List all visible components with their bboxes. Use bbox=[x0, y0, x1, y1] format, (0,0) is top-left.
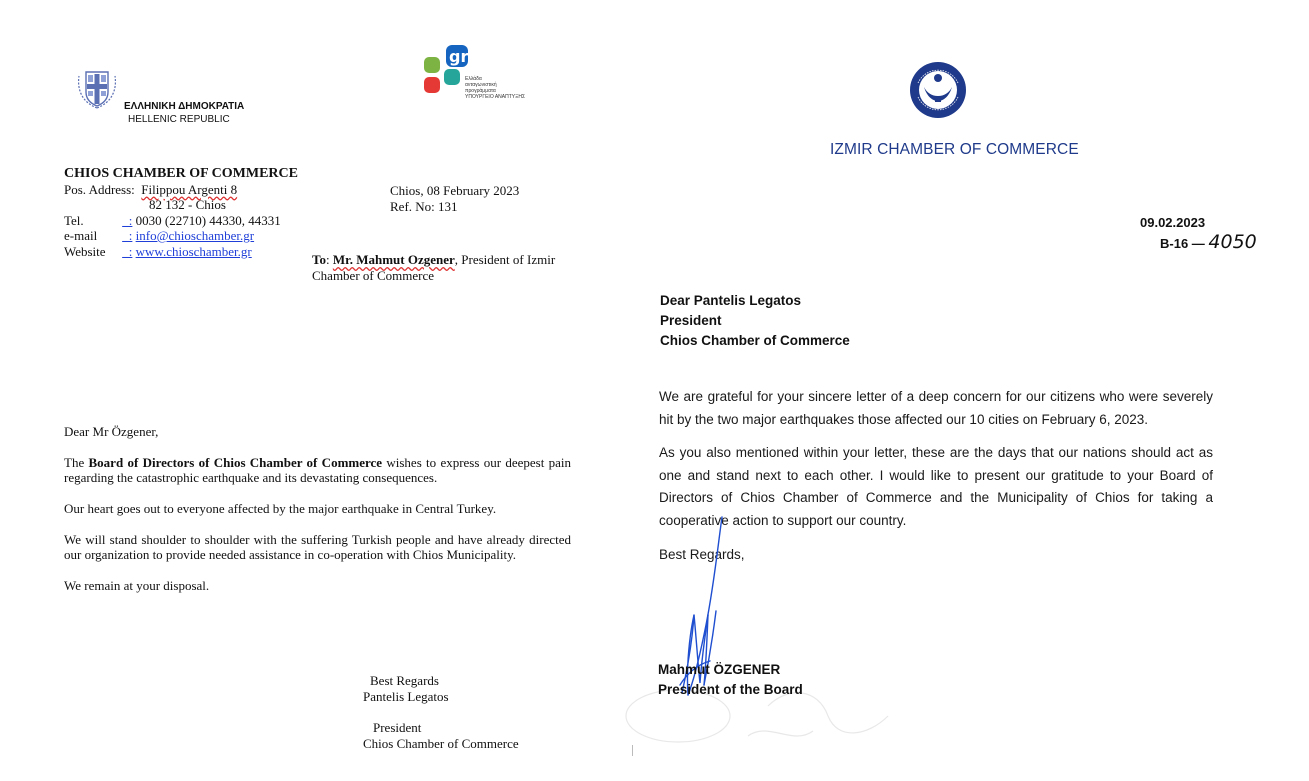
chios-letterhead bbox=[64, 166, 298, 259]
chios-signer-title: President bbox=[373, 720, 422, 735]
izmir-ref-number bbox=[1160, 231, 1257, 253]
website-row bbox=[64, 244, 298, 260]
email-row bbox=[64, 228, 298, 244]
postal-address-label: Pos. Address: bbox=[64, 181, 135, 197]
izmir-addressee bbox=[660, 291, 850, 351]
p1-board-name: Board of Directors of Chios Chamber of Commerce bbox=[88, 455, 383, 470]
izmir-ref-handwritten: 4050 bbox=[1208, 231, 1257, 253]
postal-address-row bbox=[64, 182, 298, 198]
recipient-label: To bbox=[312, 252, 326, 267]
greek-emblem-icon bbox=[74, 62, 120, 110]
addressee-line3: Chios Chamber of Commerce bbox=[660, 333, 850, 348]
website-separator: _: bbox=[122, 243, 133, 259]
chios-closing: Best Regards bbox=[370, 673, 439, 688]
gr-logo-line3: προγράμματα bbox=[465, 88, 496, 94]
chios-chamber-title: CHIOS CHAMBER OF COMMERCE bbox=[64, 166, 298, 181]
telephone-row bbox=[64, 213, 298, 229]
gr-logo-caption bbox=[465, 76, 525, 100]
email-link[interactable]: info@chioschamber.gr bbox=[135, 228, 255, 243]
chios-letter-body bbox=[64, 424, 571, 609]
chios-signer-name: Pantelis Legatos bbox=[363, 689, 449, 704]
gr-logo-line4: ΥΠΟΥΡΓΕΙΟ ΑΝΑΠΤΥΞΗΣ bbox=[465, 94, 526, 100]
chios-paragraph-3: We will stand shoulder to shoulder with the suffering Turkish people and have already directed our organization to provide needed assistance in co-operation with Chios Municipality. bbox=[64, 532, 571, 562]
p1-end: wishes to express our deepest pain regarding the catastrophic earthquake and its devastating consequences. bbox=[64, 455, 571, 485]
p1-start: The bbox=[64, 455, 89, 470]
telephone-value: 0030 (22710) 44330, 44331 bbox=[135, 212, 281, 228]
chios-paragraph-4: We remain at your disposal. bbox=[64, 578, 210, 593]
izmir-paragraph-1: We are grateful for your sincere letter of a deep concern for our citizens who were severely hit by the two major earthquakes those affected our 10 cities on February 6, 2023. bbox=[659, 389, 1213, 427]
gr-logo-line2: ανταγωνιστική bbox=[465, 82, 497, 88]
izmir-signoff bbox=[658, 660, 803, 700]
chios-signer-org: Chios Chamber of Commerce bbox=[363, 736, 519, 751]
izmir-paragraph-2: As you also mentioned within your letter, these are the days that our nations should act as one and stand next to each other. I would like to present our gratitude to your Board of Directors of Chios Chamber of Commerce and the Municipality of Chios for taking a cooperative action to support our country. bbox=[659, 445, 1213, 528]
addressee-line1: Dear Pantelis Legatos bbox=[660, 293, 802, 308]
chios-date-block bbox=[390, 183, 519, 214]
izmir-signer-name: Mahmut ÖZGENER bbox=[658, 662, 781, 677]
chios-ref-number: Ref. No: 131 bbox=[390, 198, 458, 214]
chios-signoff bbox=[363, 673, 519, 752]
izmir-closing: Best Regards, bbox=[659, 547, 745, 562]
chios-paragraph-1 bbox=[64, 455, 571, 485]
hellenic-republic-text: HELLENIC REPUBLIC bbox=[128, 114, 230, 125]
greek-republic-text: ΕΛΛΗΝΙΚΗ ΔΗΜΟΚΡΑΤΙΑ bbox=[124, 101, 245, 112]
izmir-ref-prefix: B-16 — bbox=[1160, 236, 1205, 251]
hellenic-republic-caption bbox=[124, 100, 244, 126]
addressee-line2: President bbox=[660, 313, 722, 328]
website-link[interactable]: www.chioschamber.gr bbox=[135, 243, 252, 259]
recipient-title: , President of Izmir Chamber of Commerce bbox=[312, 252, 556, 283]
chios-paragraph-2: Our heart goes out to everyone affected by the major earthquake in Central Turkey. bbox=[64, 501, 497, 516]
gr-logo-letters: gr bbox=[449, 47, 469, 66]
postal-city: 82 132 - Chios bbox=[149, 197, 226, 212]
izmir-chamber-logo-icon bbox=[909, 61, 967, 119]
email-label: e-mail bbox=[64, 228, 98, 243]
izmir-letter-date: 09.02.2023 bbox=[1140, 215, 1206, 230]
telephone-label: Tel. bbox=[64, 212, 84, 228]
telephone-separator: _: bbox=[122, 212, 133, 228]
recipient-line bbox=[312, 252, 582, 284]
postal-address-street: Filippou Argenti 8 bbox=[141, 181, 238, 197]
izmir-letter-body bbox=[659, 386, 1213, 578]
chios-salutation: Dear Mr Özgener, bbox=[64, 424, 159, 439]
divider-mark bbox=[632, 745, 633, 756]
recipient-name: Mr. Mahmut Ozgener bbox=[332, 252, 455, 267]
chios-letter-date: Chios, 08 February 2023 bbox=[390, 183, 520, 198]
email-separator: _: bbox=[122, 228, 133, 243]
recipient-colon: : bbox=[325, 252, 333, 267]
izmir-chamber-name: IZMIR CHAMBER OF COMMERCE bbox=[830, 141, 1079, 158]
website-label: Website bbox=[64, 243, 106, 259]
gr-logo-line1: Ελλάδα bbox=[465, 76, 482, 82]
izmir-signer-title: President of the Board bbox=[658, 682, 803, 697]
